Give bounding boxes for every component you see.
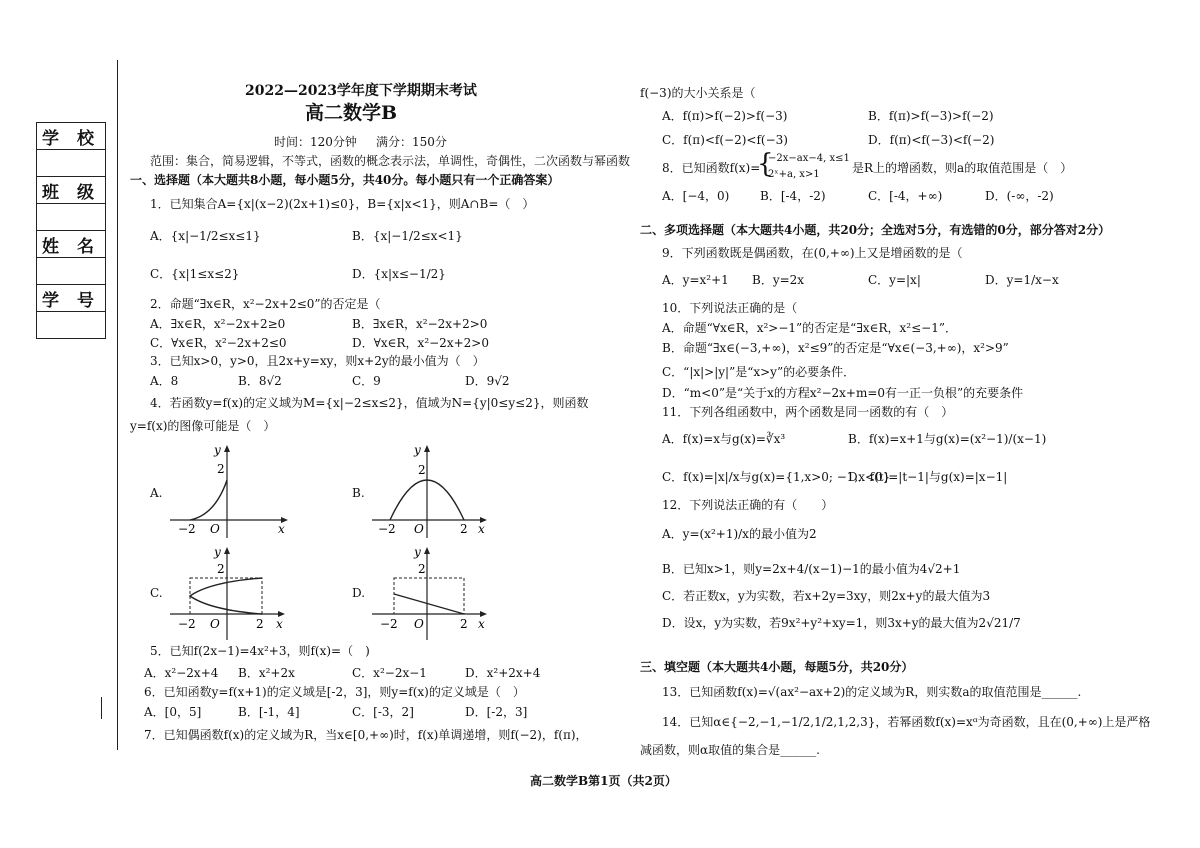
- q9-option-b: B．y=2x: [752, 273, 805, 287]
- graph-d-x-label: x: [478, 617, 485, 631]
- q5-option-b: B．x²+2x: [238, 666, 295, 680]
- q3-option-a: A．8: [150, 374, 179, 388]
- q10-option-c: C．“|x|>|y|”是“x>y”的必要条件．: [662, 365, 856, 379]
- q7-option-d: D．f(π)<f(−3)<f(−2): [868, 133, 995, 147]
- q3-option-c: C．9: [352, 374, 381, 388]
- q7-option-a: A．f(π)>f(−2)>f(−3): [662, 109, 788, 123]
- graph-d-tick-neg2: −2: [380, 617, 398, 631]
- q2-option-c: C．∀x∈R，x²−2x+2≤0: [150, 336, 287, 350]
- q12-option-d: D．设x，y为实数，若9x²+y²+xy=1，则3x+y的最大值为2√21/7: [662, 616, 1021, 630]
- school-label: 学 校: [37, 123, 105, 150]
- graph-b-y-label: y: [414, 443, 421, 457]
- q8-case-2: 2ˣ+a, x>1: [768, 169, 820, 180]
- class-blank: [37, 204, 105, 231]
- q4-option-c: C.: [150, 586, 163, 600]
- time-label: 时间：120分钟: [274, 135, 357, 149]
- graph-d-y-label: y: [414, 545, 421, 559]
- section2-heading: 二、多项选择题（本大题共4小题，共20分；全选对5分，有选错的0分，部分答对2分）: [640, 223, 1111, 237]
- graph-c-origin: O: [210, 617, 220, 631]
- q12-stem: 12．下列说法正确的有（ ）: [662, 498, 834, 512]
- q4-stem-2: y=f(x)的图像可能是（ ）: [130, 419, 276, 433]
- id-blank: [37, 312, 105, 339]
- q8-stem-pre: 8．已知函数f(x)=: [662, 161, 761, 175]
- section3-heading: 三、填空题（本大题共4小题，每题5分，共20分）: [640, 660, 914, 674]
- graph-c-tick-neg2: −2: [178, 617, 196, 631]
- graph-d-tick-2: 2: [460, 617, 468, 631]
- binding-line: [117, 60, 118, 750]
- graph-b-tick-neg2: −2: [378, 522, 396, 536]
- q14-stem-2: 减函数，则α取值的集合是______.: [640, 743, 820, 757]
- q5-option-c: C．x²−2x−1: [352, 666, 427, 680]
- q6-option-d: D．[-2，3]: [465, 705, 528, 719]
- q8-case-1: −2x−ax−4, x≤1: [768, 153, 850, 164]
- q2-option-b: B．∃x∈R，x²−2x+2>0: [352, 317, 488, 331]
- q4-option-b: B.: [352, 486, 365, 500]
- q4-graph-d: [372, 542, 502, 642]
- q1-option-c: C．{x|1≤x≤2}: [150, 267, 240, 281]
- graph-b-tick-y2: 2: [418, 463, 426, 477]
- q6-stem: 6．已知函数y=f(x+1)的定义域是[-2，3]，则y=f(x)的定义域是（ ）: [144, 685, 525, 699]
- q10-option-b: B．命题“∃x∈(−3,+∞)，x²≤9”的否定是“∀x∈(−3,+∞)，x²>9”: [662, 341, 1009, 355]
- id-label: 学 号: [37, 285, 105, 312]
- graph-c-tick-y2: 2: [217, 562, 225, 576]
- q11-option-b: B．f(x)=x+1与g(x)=(x²−1)/(x−1): [848, 432, 1047, 446]
- graph-b-tick-2: 2: [460, 522, 468, 536]
- graph-a-tick-neg2: −2: [178, 522, 196, 536]
- q9-stem: 9．下列函数既是偶函数，在(0,+∞)上又是增函数的是（: [662, 246, 963, 260]
- q1-option-d: D．{x|x≤−1/2}: [352, 267, 446, 281]
- q10-stem: 10．下列说法正确的是（: [662, 301, 798, 315]
- q9-option-d: D．y=1/x−x: [985, 273, 1059, 287]
- class-label: 班 级: [37, 177, 105, 204]
- q9-option-c: C．y=|x|: [868, 273, 921, 287]
- page-footer: 高二数学B第1页（共2页）: [530, 774, 677, 788]
- graph-a-origin: O: [210, 522, 220, 536]
- q8-stem-post: 是R上的增函数，则a的取值范围是（ ）: [852, 161, 1073, 175]
- q8-option-b: B．[-4，-2): [760, 189, 826, 203]
- q5-option-d: D．x²+2x+4: [465, 666, 541, 680]
- graph-c-tick-2: 2: [256, 617, 264, 631]
- q2-stem: 2．命题“∃x∈R，x²−2x+2≤0”的否定是（: [150, 297, 381, 311]
- q2-option-a: A．∃x∈R，x²−2x+2≥0: [150, 317, 286, 331]
- q7-option-b: B．f(π)>f(−3)>f(−2): [868, 109, 994, 123]
- q8-option-a: A．[−4，0): [662, 189, 730, 203]
- q6-option-b: B．[-1，4]: [238, 705, 300, 719]
- school-blank: [37, 150, 105, 177]
- binding-tick: [101, 697, 102, 719]
- q4-graph-b: [372, 440, 502, 540]
- q3-stem: 3．已知x>0，y>0，且2x+y=xy，则x+2y的最小值为（ ）: [150, 354, 485, 368]
- q8-brace: {: [757, 149, 774, 179]
- q10-option-a: A．命题“∀x∈R，x²>−1”的否定是“∃x∈R，x²≤−1”．: [662, 321, 957, 335]
- q7-stem: 7．已知偶函数f(x)的定义域为R，当x∈[0,+∞)时，f(x)单调递增，则f(−2)，f(π)，: [144, 728, 588, 742]
- q8-option-d: D．(-∞，-2): [985, 189, 1054, 203]
- q1-stem: 1．已知集合A={x|(x−2)(2x+1)≤0}，B={x|x<1}，则A∩B=（ ）: [150, 197, 535, 211]
- q8-option-c: C．[-4，+∞): [868, 189, 943, 203]
- q4-stem: 4．若函数y=f(x)的定义域为M={x|−2≤x≤2}，值域为N={y|0≤y≤2}，则函数: [150, 396, 589, 410]
- q2-option-d: D．∀x∈R，x²−2x+2>0: [352, 336, 489, 350]
- q7-stem-2: f(−3)的大小关系是（: [640, 86, 756, 100]
- graph-c-x-label: x: [276, 617, 283, 631]
- q4-graph-a: [170, 440, 300, 540]
- subject-title: 高二数学B: [305, 102, 398, 124]
- q9-option-a: A．y=x²+1: [662, 273, 729, 287]
- section1-heading: 一、选择题（本大题共8小题，每小题5分，共40分。每小题只有一个正确答案）: [130, 173, 560, 187]
- graph-b-x-label: x: [478, 522, 485, 536]
- graph-b-origin: O: [414, 522, 424, 536]
- name-blank: [37, 258, 105, 285]
- q14-stem: 14．已知α∈{−2,−1,−1/2,1/2,1,2,3}，若幂函数f(x)=xᵅ为奇函数，且在(0,+∞)上是严格: [662, 715, 1151, 729]
- graph-a-y-label: y: [214, 443, 221, 457]
- q5-stem: 5．已知f(2x−1)=4x²+3，则f(x)=（ ): [150, 644, 370, 658]
- q13-stem: 13．已知函数f(x)=√(ax²−ax+2)的定义域为R，则实数a的取值范围是______.: [662, 685, 1082, 699]
- q11-option-a: A．f(x)=x与g(x)=∛x³: [662, 432, 786, 446]
- q12-option-b: B．已知x>1，则y=2x+4/(x−1)−1的最小值为4√2+1: [662, 562, 961, 576]
- student-info-table: [36, 122, 106, 339]
- q12-option-c: C．若正数x，y为实数，若x+2y=3xy，则2x+y的最大值为3: [662, 589, 991, 603]
- q11-stem: 11．下列各组函数中，两个函数是同一函数的有（ ）: [662, 405, 954, 419]
- q11-option-c: C．f(x)=|x|/x与g(x)={1,x>0; −1,x<0}: [662, 470, 891, 484]
- exam-title: 2022—2023学年度下学期期末考试: [245, 83, 477, 99]
- q5-option-a: A．x²−2x+4: [144, 666, 219, 680]
- name-label: 姓 名: [37, 231, 105, 258]
- graph-a-tick-y2: 2: [217, 462, 225, 476]
- q11-option-d: D．f(t)=|t−1|与g(x)=|x−1|: [848, 470, 1008, 484]
- scope-text: 范围：集合，简易逻辑，不等式，函数的概念表示法，单调性，奇偶性，二次函数与幂函数: [150, 154, 631, 168]
- q10-option-d: D．“m<0”是“关于x的方程x²−2x+m=0有一正一负根”的充要条件: [662, 386, 1024, 400]
- score-label: 满分：150分: [376, 135, 447, 149]
- q4-option-d: D.: [352, 586, 366, 600]
- graph-d-tick-y2: 2: [418, 562, 426, 576]
- q6-option-a: A．[0，5]: [144, 705, 202, 719]
- q4-graph-c: [170, 542, 300, 642]
- graph-c-y-label: y: [214, 545, 221, 559]
- q6-option-c: C．[-3，2]: [352, 705, 414, 719]
- q1-option-b: B．{x|−1/2≤x<1}: [352, 229, 463, 243]
- graph-d-origin: O: [414, 617, 424, 631]
- q4-option-a: A.: [150, 486, 163, 500]
- q1-option-a: A．{x|−1/2≤x≤1}: [150, 229, 261, 243]
- q3-option-d: D．9√2: [465, 374, 510, 388]
- q12-option-a: A．y=(x²+1)/x的最小值为2: [662, 527, 817, 541]
- q3-option-b: B．8√2: [238, 374, 282, 388]
- graph-a-x-label: x: [278, 522, 285, 536]
- q7-option-c: C．f(π)<f(−2)<f(−3): [662, 133, 788, 147]
